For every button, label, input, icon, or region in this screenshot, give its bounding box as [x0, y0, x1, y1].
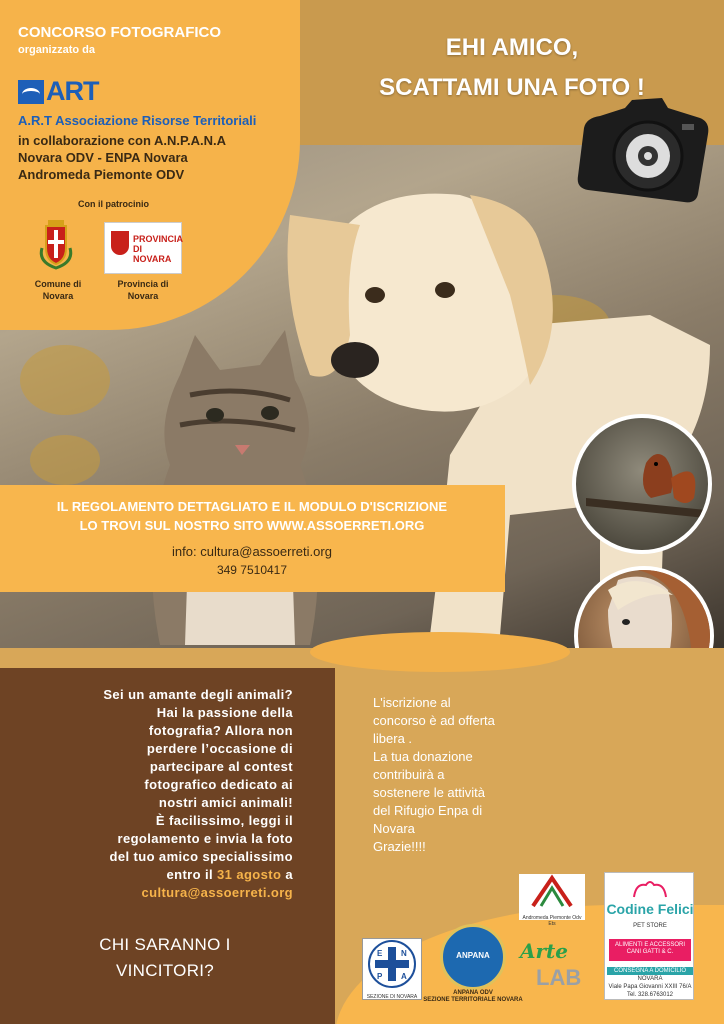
- donation-line: Grazie!!!!: [373, 839, 426, 854]
- winners-line: VINCITORI?: [115, 961, 215, 980]
- description-line: fotografia? Allora non: [148, 723, 293, 738]
- anpana-caption-line: SEZIONE TERRITORIALE NOVARA: [423, 997, 523, 1003]
- collaboration-text: [18, 132, 288, 183]
- comune-caption: [26, 278, 90, 302]
- artelab-logo: [514, 935, 594, 995]
- rules-text: [22, 497, 482, 535]
- codine-felici-logo: [604, 872, 694, 1000]
- codine-subtitle: PET STORE: [633, 923, 667, 929]
- collab-line: in collaborazione con A.N.P.A.N.A: [18, 133, 227, 148]
- comune-crest-icon: [38, 218, 74, 270]
- winners-line: CHI SARANNO I: [99, 935, 231, 954]
- comune-caption-line: Novara: [42, 291, 74, 301]
- provincia-caption-line: Provincia di: [117, 279, 169, 289]
- provincia-logo: [104, 222, 182, 274]
- anpana-caption-line: ANPANA ODV: [453, 990, 493, 996]
- codine-phone: Tel. 328.6763012: [626, 992, 674, 998]
- art-mountain-icon: [18, 80, 44, 104]
- info-phone: 349 7510417: [216, 563, 288, 577]
- provincia-caption: [104, 278, 182, 302]
- codine-city: NOVARA: [637, 976, 663, 982]
- art-logo-text: ART: [46, 76, 99, 106]
- donation-line: contribuirà a: [373, 767, 445, 782]
- deadline-suffix: a: [281, 867, 293, 882]
- enpa-letter: A: [401, 972, 407, 981]
- patronage-label: Con il patrocinio: [78, 199, 149, 209]
- artelab-logo-text: Arte: [520, 939, 569, 963]
- rules-line: LO TROVI SUL NOSTRO SITO WWW.ASSOERRETI.ORG: [79, 518, 425, 533]
- andromeda-mark-icon: [519, 874, 585, 910]
- comune-caption-line: Comune di: [34, 279, 82, 289]
- lichen-patch: [20, 345, 110, 415]
- contest-title: CONCORSO FOTOGRAFICO: [18, 24, 222, 41]
- squirrel-illustration: [576, 418, 708, 550]
- enpa-cross-icon: [363, 939, 421, 989]
- codine-products-line: CANI GATTI & C.: [626, 949, 674, 955]
- codine-products-line: ALIMENTI E ACCESSORI: [614, 942, 686, 948]
- deadline-date: 31 agosto: [217, 867, 282, 882]
- donation-line: La tua donazione: [373, 749, 473, 764]
- description-line: perdere l’occasione di: [146, 741, 293, 756]
- lichen-patch: [30, 435, 100, 485]
- donation-line: Novara: [373, 821, 415, 836]
- description-line: partecipare al contest: [149, 759, 293, 774]
- art-logo: [18, 76, 99, 107]
- provincia-caption-line: Novara: [127, 291, 159, 301]
- provincia-logo-text: DI NOVARA: [133, 244, 172, 264]
- provincia-shield-icon: [111, 231, 129, 255]
- andromeda-caption: Andromeda Piemonte Odv Ets: [522, 915, 582, 927]
- donation-line: sostenere le attività: [373, 785, 486, 800]
- collab-line: Andromeda Piemonte ODV: [18, 167, 185, 182]
- art-association-name: A.R.T Associazione Risorse Territoriali: [18, 113, 257, 128]
- donation-line: concorso è ad offerta: [373, 713, 495, 728]
- description-line: Sei un amante degli animali?: [103, 687, 293, 702]
- codine-address: [607, 967, 693, 999]
- donation-line: L'iscrizione al: [373, 695, 451, 710]
- deadline-line: [18, 866, 293, 884]
- contest-description: [18, 686, 293, 902]
- enpa-logo: [362, 938, 422, 1000]
- winners-question: [40, 932, 290, 984]
- description-line: fotografico dedicato ai: [144, 777, 293, 792]
- donation-line: libera .: [373, 731, 413, 746]
- anpana-logo: [440, 924, 506, 990]
- donation-text: [373, 694, 543, 856]
- decorative-curve: [310, 632, 570, 672]
- description-line: È facilissimo, leggi il: [155, 813, 293, 828]
- codine-felici-title: Codine Felici: [606, 901, 694, 917]
- info-email: info: cultura@assoerreti.org: [172, 544, 332, 559]
- anpana-caption: [420, 990, 526, 1004]
- headline: [300, 28, 724, 108]
- enpa-letter: N: [401, 949, 407, 958]
- deadline-prefix: entro il: [166, 867, 218, 882]
- rules-line: IL REGOLAMENTO DETTAGLIATO E IL MODULO D'ISCRIZIONE: [56, 499, 448, 514]
- description-line: del tuo amico specialissimo: [109, 849, 293, 864]
- enpa-caption: SEZIONE DI NOVARA: [366, 994, 418, 1000]
- donation-line: del Rifugio Enpa di: [373, 803, 483, 818]
- description-line: regolamento e invia la foto: [117, 831, 293, 846]
- enpa-letter: P: [377, 972, 383, 981]
- squirrel-photo: [572, 414, 712, 554]
- description-line: nostri amici animali!: [158, 795, 293, 810]
- enpa-letter: E: [377, 949, 383, 958]
- headline-line: EHI AMICO,: [445, 34, 579, 61]
- headline-line: SCATTAMI UNA FOTO !: [379, 74, 645, 101]
- description-line: Hai la passione della: [156, 705, 293, 720]
- codine-street: Viale Papa Giovanni XXIII 76/A: [608, 984, 692, 990]
- camera-icon: [570, 98, 716, 208]
- codine-delivery: CONSEGNA A DOMICILIO: [607, 967, 693, 975]
- provincia-logo-text: PROVINCIA: [133, 234, 184, 244]
- submission-email: cultura@assoerreti.org: [141, 885, 293, 900]
- andromeda-logo: [519, 874, 585, 927]
- artelab-lab-text: LAB: [536, 965, 582, 990]
- anpana-logo-text: ANPANA: [456, 951, 490, 960]
- organized-by-label: organizzato da: [18, 44, 96, 56]
- dog-cat-icon: [630, 877, 670, 901]
- collab-line: Novara ODV - ENPA Novara: [18, 150, 188, 165]
- codine-products-bar: [609, 939, 691, 961]
